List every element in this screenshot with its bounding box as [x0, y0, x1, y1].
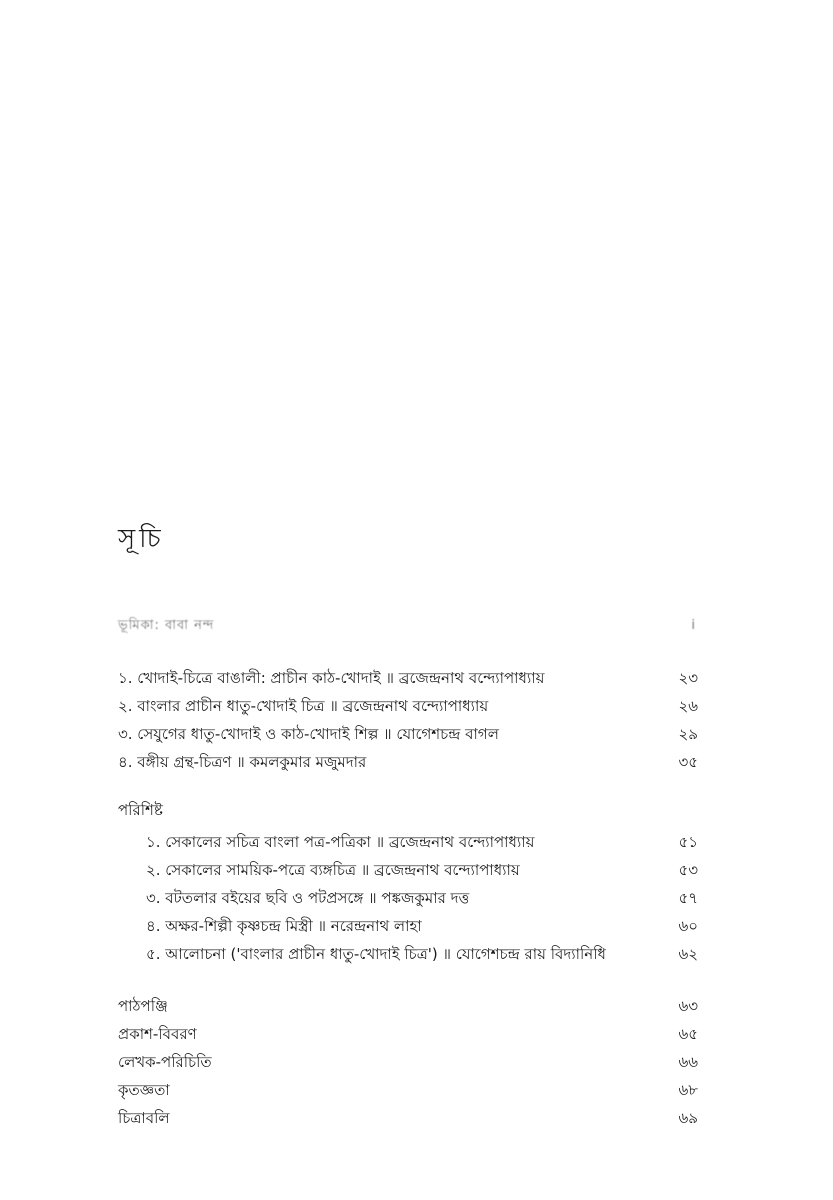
toc-entry-page: ৫৭ — [678, 889, 698, 907]
toc-entry — [146, 858, 698, 882]
toc-entry — [118, 1022, 698, 1046]
toc-entry-text: ৩. সেযুগের ধাতু-খোদাই ও কাঠ-খোদাই শিল্প ॥ যোগেশচন্দ্র বাগল — [118, 725, 499, 743]
toc-entry — [118, 1106, 698, 1130]
toc-entry-text: ১. সেকালের সচিত্র বাংলা পত্র-পত্রিকা ॥ ব্রজেন্দ্রনাথ বন্দ্যোপাধ্যায় — [146, 833, 535, 851]
toc-entry — [146, 914, 698, 938]
toc-entry-page: ৫৩ — [678, 861, 698, 879]
toc-entry-text: পাঠপঞ্জি — [118, 997, 168, 1015]
toc-entry-page: ৬২ — [678, 945, 698, 963]
toc-entry-page: i — [691, 618, 696, 633]
toc-entry — [118, 1050, 698, 1074]
toc-entry — [118, 1078, 698, 1102]
toc-entry-text: ৩. বটতলার বইয়ের ছবি ও পটপ্রসঙ্গে ॥ পঙ্কজকুমার দত্ত — [146, 889, 470, 907]
toc-entry-text: ভূমিকা: বাবা নন্দ — [118, 618, 215, 633]
toc-entry-page: ৬৯ — [678, 1109, 698, 1127]
toc-entry-text: ৪. অক্ষর-শিল্পী কৃষ্ণচন্দ্র মিস্ত্রী ॥ নরেন্দ্রনাথ লাহা — [146, 917, 422, 935]
toc-entry — [118, 994, 698, 1018]
page-title: সূচি — [118, 524, 165, 554]
toc-entry-text: ১. খোদাই-চিত্রে বাঙালী: প্রাচীন কাঠ-খোদাই ॥ ব্রজেন্দ্রনাথ বন্দ্যোপাধ্যায় — [118, 669, 545, 687]
toc-entry-preface — [118, 614, 696, 638]
toc-entry-page: ৬০ — [678, 917, 698, 935]
toc-entry-text: চিত্রাবলি — [118, 1109, 170, 1127]
toc-entry-text: ২. সেকালের সাময়িক-পত্রে ব্যঙ্গচিত্র ॥ ব্রজেন্দ্রনাথ বন্দ্যোপাধ্যায় — [146, 861, 520, 879]
toc-entry-page: ২৬ — [678, 697, 698, 715]
toc-entry-text: ২. বাংলার প্রাচীন ধাতু-খোদাই চিত্র ॥ ব্রজেন্দ্রনাথ বন্দ্যোপাধ্যায় — [118, 697, 489, 715]
toc-entry-page: ৩৫ — [678, 753, 698, 771]
toc-entry-page: ২৩ — [678, 669, 698, 687]
appendix-heading: পরিশিষ্ট — [118, 801, 163, 819]
toc-entry — [146, 942, 698, 966]
toc-entry — [118, 750, 698, 774]
toc-entry-page: ৬৫ — [678, 1025, 698, 1043]
toc-entry-page: ৬৬ — [678, 1053, 698, 1071]
toc-entry-page: ৬৮ — [678, 1081, 698, 1099]
toc-entry-text: প্রকাশ-বিবরণ — [118, 1025, 197, 1043]
toc-entry — [146, 886, 698, 910]
toc-entry-text: ৪. বঙ্গীয় গ্রন্থ-চিত্রণ ॥ কমলকুমার মজুমদার — [118, 753, 367, 771]
toc-entry-page: ৬৩ — [678, 997, 698, 1015]
toc-entry-text: ৫. আলোচনা ('বাংলার প্রাচীন ধাতু-খোদাই চিত্র') ॥ যোগেশচন্দ্র রায় বিদ্যানিধি — [146, 945, 606, 963]
toc-entry — [118, 694, 698, 718]
toc-entry-page: ৫১ — [678, 833, 698, 851]
toc-entry-text: লেখক-পরিচিতি — [118, 1053, 212, 1071]
toc-entry — [118, 722, 698, 746]
toc-entry-text: কৃতজ্ঞতা — [118, 1081, 170, 1099]
toc-entry-page: ২৯ — [678, 725, 698, 743]
toc-entry — [118, 666, 698, 690]
toc-entry — [146, 830, 698, 854]
